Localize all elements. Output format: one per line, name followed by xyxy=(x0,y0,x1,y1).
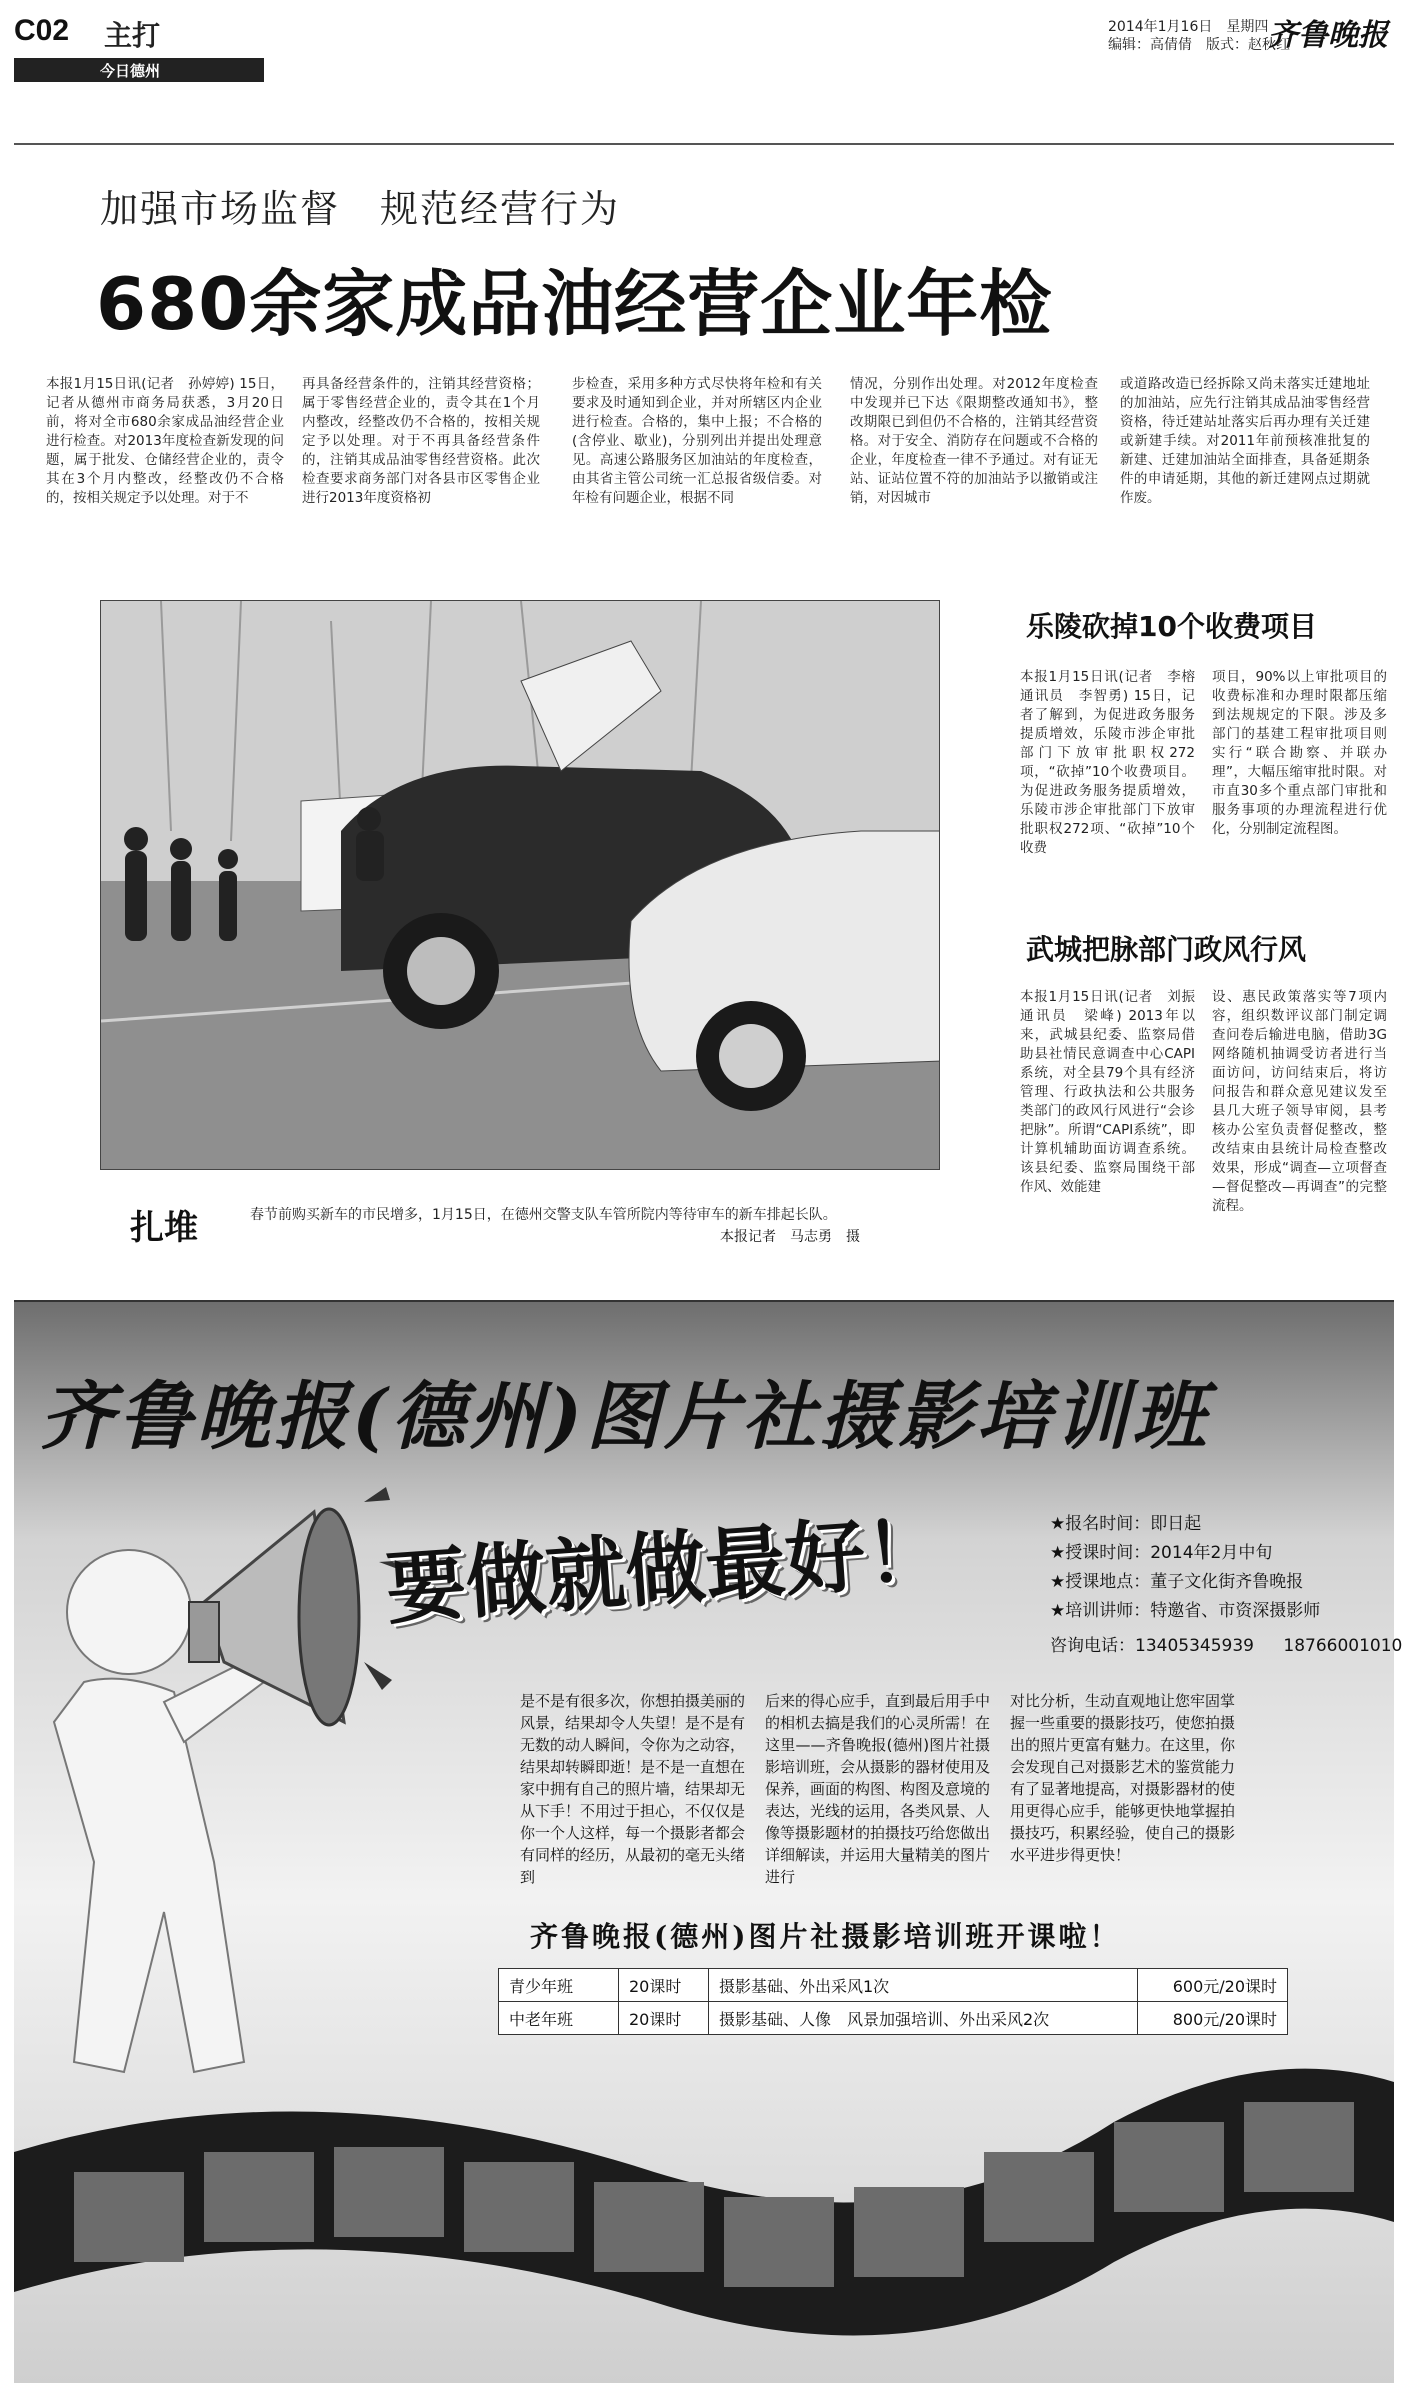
side-story-2-title: 武城把脉部门政风行风 xyxy=(1026,933,1307,966)
photo-caption: 春节前购买新车的市民增多，1月15日，在德州交警支队车管所院内等待审车的新车排起长队。 xyxy=(250,1207,837,1223)
side-story-2-col-b: 设、惠民政策落实等7项内容，组织数评议部门制定调查问卷后输进电脑，借助3G网络随机抽调受访者进行当面访问，访问结束后，将访问报告和群众意见建议发至县几大班子领导审阅，县考核办公室负责督促整改，整改结束由县统计局检查整改效果，形成“调查—立项督查—督促整改—再调查”的完整流程。 xyxy=(1212,989,1387,1214)
ad-phone xyxy=(1050,1632,1402,1661)
course-name: 青少年班 xyxy=(499,1969,619,2002)
divider xyxy=(14,143,1394,145)
ad-info-teacher: ★培训讲师：特邀省、市资深摄影师 xyxy=(1050,1601,1321,1621)
ad-info-place: ★授课地点：董子文化街齐鲁晚报 xyxy=(1050,1572,1304,1592)
story-headline: 680余家成品油经营企业年检 xyxy=(96,262,1053,346)
side-story-1-col-a: 本报1月15日讯(记者 李榕 通讯员 李智勇) 15日，记者了解到，为促进政务服务提质增效，乐陵市涉企审批部门下放审批职权272项，“砍掉”10个收费项目。为促进政务服务提质增效，乐陵市涉企审批部门下放审批职权272项、“砍掉”10个收费 xyxy=(1020,669,1209,856)
story-kicker: 加强市场监督 规范经营行为 xyxy=(100,187,621,231)
page-number: C02 xyxy=(14,14,70,47)
date-line: 2014年1月16日 星期四 xyxy=(1108,19,1269,35)
ad-title: 齐鲁晚报(德州)图片社摄影培训班 xyxy=(40,1374,1211,1460)
brand-logo: 齐鲁晚报 xyxy=(1268,18,1388,53)
table-row xyxy=(499,2002,1288,2035)
ad-body-col-2: 后来的得心应手，直到最后用手中的相机去搞是我们的心灵所需！在这里——齐鲁晚报(德州)图片社摄影培训班，会从摄影的器材使用及保养，画面的构图、构图及意境的表达，光线的运用，各类风景、人像等摄影题材的拍摄技巧给您做出详细解读，并运用大量精美的图片进行 xyxy=(765,1692,991,1886)
ad-body-col-3: 对比分析，生动直观地让您牢固掌握一些重要的摄影技巧，使您拍摄出的照片更富有魅力。在这里，你会发现自己对摄影艺术的鉴赏能力有了显著地提高，对摄影器材的使用更得心应手，能够更快地掌握拍摄技巧，积累经验，使自己的摄影水平进步得更快！ xyxy=(1010,1692,1236,1864)
course-price: 800元/20课时 xyxy=(1138,2002,1288,2035)
ad-info-signup: ★报名时间：即日起 xyxy=(1050,1514,1202,1534)
parking-lot-cars-image xyxy=(101,601,940,1170)
story-column-5: 或道路改造已经拆除又尚未落实迁建地址的加油站，应先行注销其成品油零售经营资格，待迁建站址落实后再办理有关迁建或新建手续。对2011年前预核准批复的新建、迁建加油站全面排查，具备延期条件的申请延期，其他的新迁建网点过期就作废。 xyxy=(1120,376,1370,506)
news-photo xyxy=(100,600,940,1170)
photo-credit: 本报记者 马志勇 摄 xyxy=(720,1229,860,1245)
editor-line: 编辑：高倩倩 版式：赵秋红 xyxy=(1108,37,1290,53)
course-price: 600元/20课时 xyxy=(1138,1969,1288,2002)
photo-caption-tag: 扎堆 xyxy=(130,1208,198,1248)
story-column-3: 步检查，采用多种方式尽快将年检和有关要求及时通知到企业，并对所辖区内企业进行检查。合格的，集中上报；不合格的(含停业、歇业)，分别列出并提出处理意见。高速公路服务区加油站的年度检查，由其省主管公司统一汇总报省级信委。对年检有问题企业，根据不同 xyxy=(572,376,822,506)
story-column-1: 本报1月15日讯(记者 孙婷婷) 15日，记者从德州市商务局获悉，3月20日前，将对全市680余家成品油经营企业进行检查。对2013年度检查新发现的问题，属于批发、仓储经营企业的，责令其在3个月内整改，经整改仍不合格的，按相关规定予以处理。对于不 xyxy=(46,376,284,506)
sub-section-label: 今日德州 xyxy=(100,62,161,80)
ad-info-time: ★授课时间：2014年2月中旬 xyxy=(1050,1543,1273,1563)
side-story-1-title: 乐陵砍掉10个收费项目 xyxy=(1026,610,1317,643)
section-title: 主打 xyxy=(104,19,161,52)
ad-open-notice: 齐鲁晚报(德州)图片社摄影培训班开课啦！ xyxy=(530,1920,1121,1953)
course-content: 摄影基础、人像 风景加强培训、外出采风2次 xyxy=(709,2002,1138,2035)
ad-phone-2: 18766001010 xyxy=(1283,1636,1403,1656)
film-strip-graphic xyxy=(14,2069,1394,2336)
ad-slogan: 要做就做最好！ xyxy=(382,1502,949,1636)
side-story-2-col-a: 本报1月15日讯(记者 刘振 通讯员 梁峰) 2013年以来，武城县纪委、监察局借助县社情民意调查中心CAPI系统，对全县79个具有经济管理、行政执法和公共服务类部门的政风行风进行“会诊把脉”。所谓“CAPI系统”，即计算机辅助面访调查系统。该县纪委、监察局围绕干部作风、效能建 xyxy=(1020,989,1209,1195)
side-story-1-col-b: 项目，90%以上审批项目的收费标准和办理时限都压缩到法规规定的下限。涉及多部门的基建工程审批项目则实行“联合勘察、并联办理”，大幅压缩审批时限。对市直30多个重点部门审批和服务事项的办理流程进行优化，分别制定流程图。 xyxy=(1212,669,1387,837)
ad-info-list xyxy=(1050,1510,1402,1661)
course-name: 中老年班 xyxy=(499,2002,619,2035)
ad-phone-1: 咨询电话：13405345939 xyxy=(1050,1636,1254,1656)
table-row xyxy=(499,1969,1288,2002)
course-table xyxy=(498,1968,1288,2035)
ad-body-col-1: 是不是有很多次，你想拍摄美丽的风景，结果却令人失望！是不是有无数的动人瞬间，令你为之动容，结果却转瞬即逝！是不是一直想在家中拥有自己的照片墙，结果却无从下手！不用过于担心，不仅仅是你一个人这样，每一个摄影者都会有同样的经历，从最初的毫无头绪到 xyxy=(520,1692,746,1886)
story-column-4: 情况，分别作出处理。对2012年度检查中发现并已下达《限期整改通知书》，整改期限已到但仍不合格的，注销其经营资格。对于安全、消防存在问题或不合格的企业，年度检查一律不予通过。对有证无站、证站位置不符的加油站予以撤销或注销，对因城市 xyxy=(850,376,1098,506)
story-column-2: 再具备经营条件的，注销其经营资格；属于零售经营企业的，责令其在1个月内整改，经整改仍不合格的，按相关规定予以处理。对于不再具备经营条件的，注销其成品油零售经营资格。此次检查要求商务部门对各县市区零售企业进行2013年度资格初 xyxy=(302,376,540,506)
header-meta xyxy=(1108,18,1290,54)
course-hours: 20课时 xyxy=(619,1969,709,2002)
sub-section-bar xyxy=(14,58,264,82)
course-hours: 20课时 xyxy=(619,2002,709,2035)
course-content: 摄影基础、外出采风1次 xyxy=(709,1969,1138,2002)
